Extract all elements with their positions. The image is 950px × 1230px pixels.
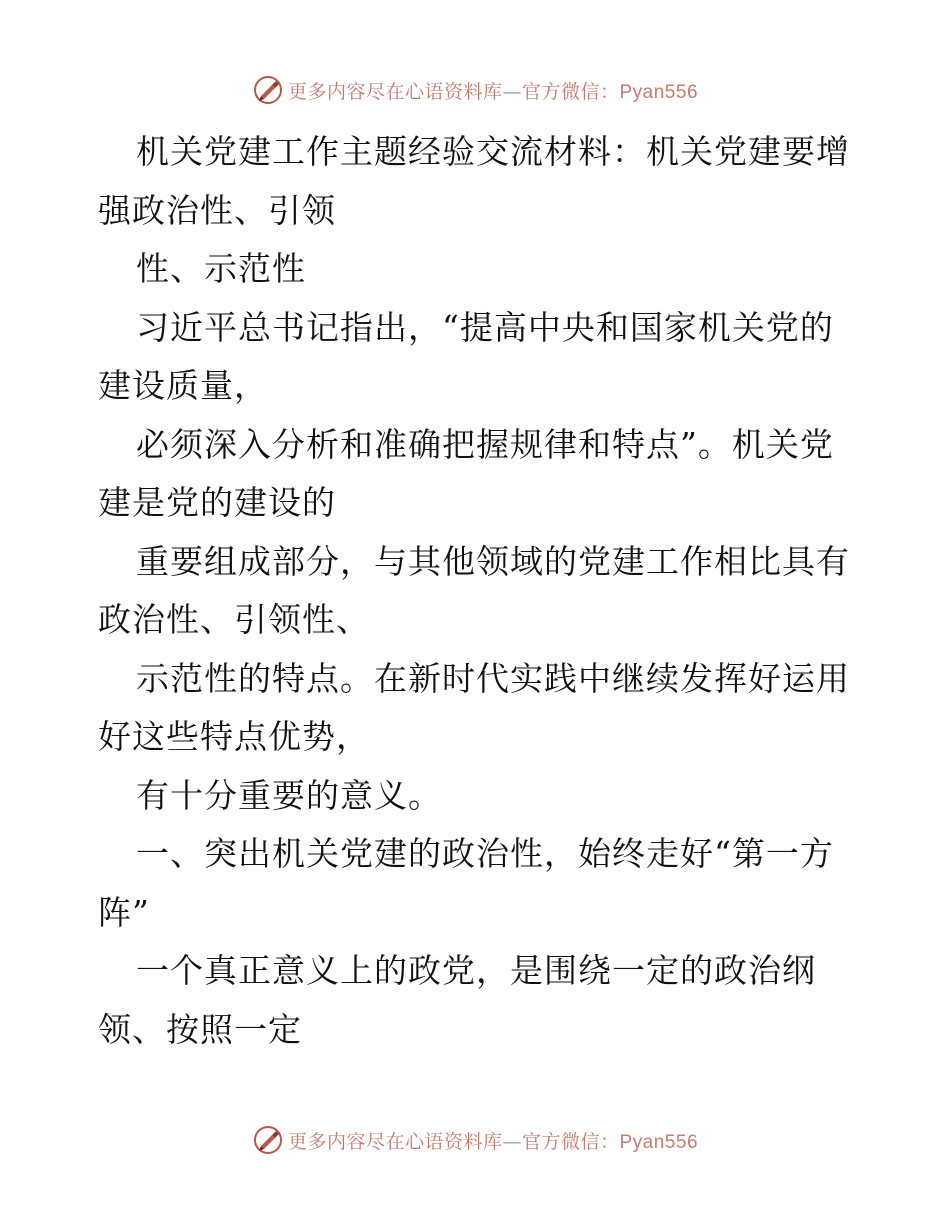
document-line: 有十分重要的意义。 — [136, 775, 442, 815]
document-body — [98, 123, 858, 1059]
document-line: 强政治性、引领 — [98, 190, 336, 230]
header-separator: — — [502, 80, 522, 103]
header-wechat-id: Pyan556 — [619, 81, 699, 103]
header-banner — [0, 70, 950, 110]
document-line: 示范性的特点。在新时代实践中继续发挥好运用 — [136, 658, 850, 698]
document-line: 必须深入分析和准确把握规律和特点”。机关党 — [136, 424, 834, 464]
document-line: 重要组成部分，与其他领域的党建工作相比具有 — [136, 541, 850, 581]
header-wechat-label: 官方微信： — [521, 80, 620, 103]
footer-banner-text — [288, 1127, 698, 1154]
header-promo-text: 更多内容尽在心语资料库 — [287, 80, 503, 103]
pen-logo-icon — [252, 1124, 284, 1156]
footer-separator: — — [502, 1130, 522, 1153]
document-line: 好这些特点优势， — [98, 717, 370, 756]
document-line: 机关党建工作主题经验交流材料：机关党建要增 — [136, 132, 850, 171]
document-line: 政治性、引领性、 — [98, 600, 370, 639]
footer-banner-content — [252, 1124, 698, 1156]
document-line: 领、按照一定 — [98, 1009, 302, 1049]
document-line: 一个真正意义上的政党，是围绕一定的政治纲 — [136, 951, 816, 990]
section-heading-line: 阵” — [98, 892, 150, 932]
footer-promo-text: 更多内容尽在心语资料库 — [287, 1130, 503, 1153]
footer-wechat-label: 官方微信： — [521, 1130, 620, 1153]
document-line: 建是党的建设的 — [98, 483, 336, 522]
header-banner-content — [252, 74, 698, 106]
pen-logo-icon — [252, 74, 284, 106]
document-line: 建设质量， — [98, 366, 268, 405]
document-line: 性、示范性 — [136, 249, 306, 288]
document-line: 习近平总书记指出，“提高中央和国家机关党的 — [136, 307, 834, 347]
header-banner-text — [288, 77, 698, 104]
section-heading-line: 一、突出机关党建的政治性，始终走好“第一方 — [136, 834, 834, 873]
footer-wechat-id: Pyan556 — [619, 1131, 699, 1153]
footer-banner — [0, 1120, 950, 1160]
